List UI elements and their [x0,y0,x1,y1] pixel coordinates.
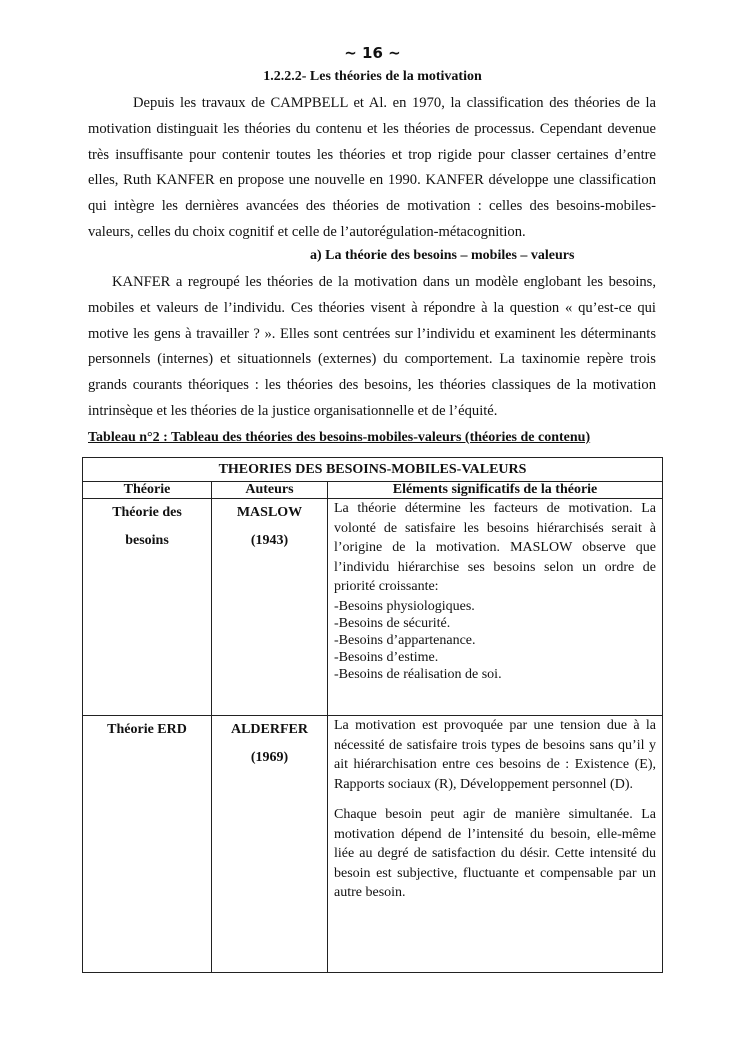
table-title-row [83,458,663,482]
header-elements: Eléments significatifs de la théorie [328,482,663,499]
intro-paragraph: Depuis les travaux de CAMPBELL et Al. en 1970, la classification des théories de la motivation distinguait les théories du contenu et les théories de processus. Cependant devenue très insuffisante pour contenir toutes les théories et trop rigide pour classer certaines d’entre elles, Ruth KANFER en propose une nouvelle en 1990. KANFER développe une classification qui intègre les dernières avancées des théories de motivation : celles des besoins-mobiles-valeurs, celles du choix cognitif et celle de l’autorégulation-métacognition. [88,95,656,240]
table-row [83,716,663,973]
section-heading: 1.2.2.2- Les théories de la motivation [263,69,482,84]
description-cell [328,499,663,716]
header-theorie: Théorie [83,482,212,499]
page-number: ~ 16 ~ [344,44,401,62]
list-item: -Besoins d’estime. [334,649,439,665]
list-item: -Besoins de réalisation de soi. [334,666,502,682]
list-item: -Besoins d’appartenance. [334,632,476,648]
list-item: -Besoins physiologiques. [334,598,475,614]
table-caption: Tableau n°2 : Tableau des théories des besoins-mobiles-valeurs (théories de contenu) [88,430,591,445]
table-header-row [83,482,663,499]
theories-table [82,457,663,973]
needs-list [334,598,656,683]
subheading: a) La théorie des besoins – mobiles – valeurs [310,248,575,263]
author-year: (1969) [250,750,289,766]
header-auteurs: Auteurs [212,482,328,499]
author-cell [212,499,328,716]
theory-cell [83,716,212,973]
second-paragraph: KANFER a regroupé les théories de la motivation dans un modèle englobant les besoins, mobiles et valeurs de l’individu. Ces théories visent à répondre à la question « qu’est-ce qui motive les gens à travailler ? ». Elles sont centrées sur l’individu et examinent les déterminants personnels (internes) et situationnels (externes) du comportement. La taxinomie repère trois grands courants théoriques : les théories des besoins, les théories classiques de la motivation intrinsèque et les théories de la justice organisationnelle et de l’équité. [88,274,656,419]
list-item: -Besoins de sécurité. [334,615,451,631]
author-cell [212,716,328,973]
theory-name-line1: Théorie ERD [107,722,187,738]
description-text-2: Chaque besoin peut agir de manière simultanée. La motivation dépend de l’intensité du besoin, elle-même liée au degré de satisfaction du désir. Cette intensité du besoin est subjective, fluctuante et compensable par un autre besoin. [334,807,656,901]
description-cell [328,716,663,973]
author-name: ALDERFER [230,722,308,738]
theory-name-line1: Théorie des [112,505,182,521]
theory-cell [83,499,212,716]
author-year: (1943) [250,533,289,549]
table-title: THEORIES DES BESOINS-MOBILES-VALEURS [83,458,663,482]
theory-name-line2: besoins [125,533,169,549]
description-text: La théorie détermine les facteurs de motivation. La volonté de satisfaire les besoins hiérarchisés serait à l’origine de la motivation. MASLOW observe que l’individu hiérarchise ses besoins selon un ordre de priorité croissante: [334,501,656,595]
table-row [83,499,663,716]
author-name: MASLOW [236,505,303,521]
description-text: La motivation est provoquée par une tension due à la nécessité de satisfaire trois types de besoins sans qu’il y ait hiérarchisation entre ces besoins de : Existence (E), Rapports sociaux (R), Développement personnel (D). [334,718,656,792]
